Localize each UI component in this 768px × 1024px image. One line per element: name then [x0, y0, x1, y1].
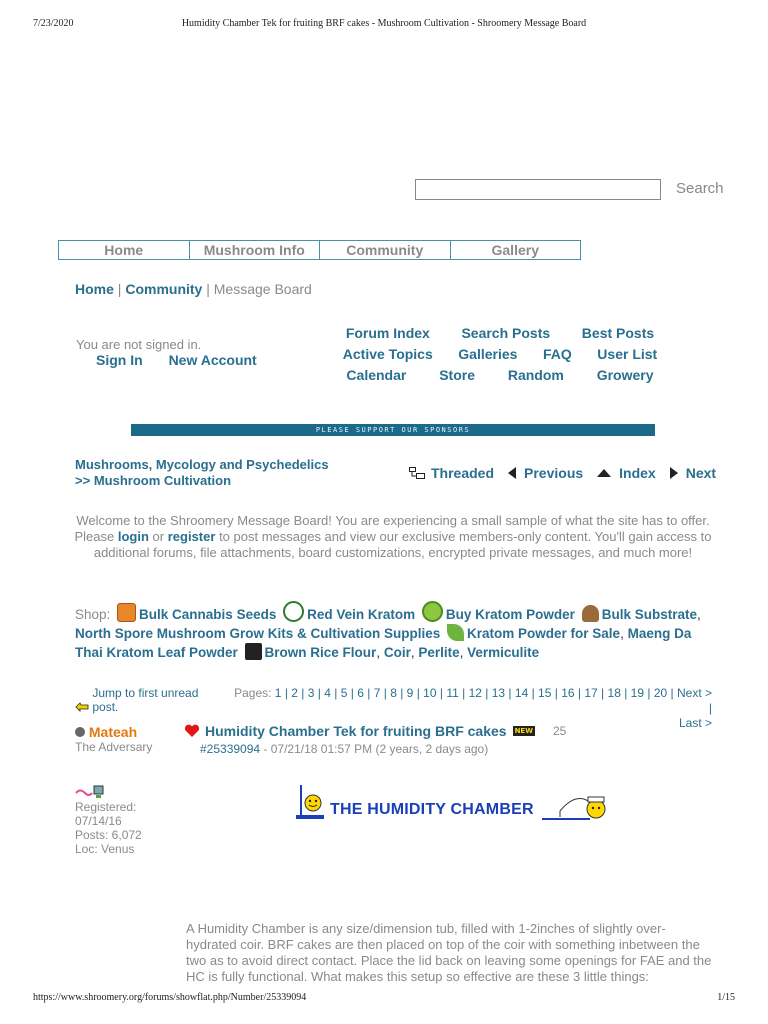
page-link[interactable]: 2	[291, 686, 298, 700]
new-badge: NEW	[514, 727, 533, 735]
print-header	[0, 18, 768, 32]
author-name[interactable]: Mateah	[88, 724, 138, 740]
page-link[interactable]: 15	[538, 686, 552, 700]
kratom-powder-icon	[422, 601, 443, 622]
login-link[interactable]: login	[117, 529, 149, 544]
link-best-posts[interactable]: Best Posts	[581, 325, 655, 341]
smiley-sailing-icon	[296, 783, 324, 821]
author-info	[75, 800, 142, 856]
leaf-icon	[447, 624, 464, 641]
seeds-icon	[117, 603, 136, 622]
quick-links-row	[330, 323, 670, 344]
shop-link[interactable]: Maeng Da Thai Kratom Leaf Powder	[75, 626, 692, 660]
previous-label: Previous	[524, 465, 584, 481]
post-date: - 07/21/18 01:57 PM (2 years, 2 days ago)	[263, 742, 489, 756]
post-body: A Humidity Chamber is any size/dimension tub, filled with 1-2inches of slightly over-hydrated coir. BRF cakes are then placed on top of the coir with something inbetween the two as to avoid direct contact. Place the lid back on leaving some openings for FAE and the HC is fully functional. What makes this setup so effective are these 3 little things:	[186, 921, 712, 984]
author-location: Loc: Venus	[75, 842, 135, 856]
thread-navigation	[409, 465, 730, 481]
welcome-message	[68, 513, 718, 561]
post-id-link[interactable]: #25339094	[200, 742, 261, 756]
page-link[interactable]: 10	[423, 686, 437, 700]
post-count: Posts: 6,072	[75, 828, 142, 842]
threaded-label: Threaded	[431, 465, 495, 481]
print-footer	[0, 992, 768, 1006]
last-page-link[interactable]: Last >	[678, 716, 712, 730]
welcome-text-2: to post messages and view our exclusive members-only content. You'll gain access to additional forums, file attachments, board customizations, encrypted private messages, and much more!	[93, 529, 712, 560]
breadcrumb	[75, 281, 312, 297]
breadcrumb-home[interactable]: Home	[75, 281, 114, 297]
link-calendar[interactable]: Calendar	[346, 367, 407, 383]
print-page-number: 1/15	[717, 992, 735, 1003]
account-links	[96, 352, 279, 368]
page-link[interactable]: 11	[446, 686, 459, 700]
quick-links-row	[330, 365, 670, 386]
page-link[interactable]: 16	[561, 686, 575, 700]
shop-label: Shop:	[75, 607, 111, 622]
threaded-button[interactable]	[409, 465, 494, 481]
search-button[interactable]: Search	[676, 180, 724, 197]
smiley-fishing-icon	[540, 791, 608, 821]
offline-status-icon	[75, 727, 85, 737]
page-link[interactable]: 17	[584, 686, 598, 700]
quick-links-row	[330, 344, 670, 365]
humidity-chamber-banner	[296, 783, 608, 821]
page-link[interactable]: 6	[357, 686, 364, 700]
banner-text: THE HUMIDITY CHAMBER	[330, 801, 534, 818]
post-title[interactable]: Humidity Chamber Tek for fruiting BRF cakes	[205, 723, 507, 739]
link-growery[interactable]: Growery	[596, 367, 654, 383]
heart-icon	[184, 724, 200, 738]
nav-tab-gallery[interactable]: Gallery	[450, 240, 582, 260]
nav-tab-mushroom-info[interactable]: Mushroom Info	[189, 240, 321, 260]
page-link[interactable]: 1	[274, 686, 282, 700]
next-arrow-icon	[670, 467, 678, 479]
shop-link[interactable]: Kratom Powder for Sale	[467, 626, 621, 641]
page-link[interactable]: 4	[324, 686, 331, 700]
threaded-icon	[409, 467, 425, 479]
index-button[interactable]	[597, 465, 656, 481]
page-link[interactable]: 8	[390, 686, 397, 700]
reply-count: 25	[552, 724, 567, 738]
pages-label: Pages:	[234, 686, 272, 700]
main-nav	[58, 240, 580, 262]
page-link[interactable]: 12	[468, 686, 482, 700]
page-link[interactable]: 20	[653, 686, 668, 700]
link-forum-index[interactable]: Forum Index	[345, 325, 430, 341]
next-page-link[interactable]: Next >	[676, 686, 712, 700]
new-account-link[interactable]: New Account	[168, 352, 257, 368]
next-label: Next	[685, 465, 717, 481]
forum-path	[75, 457, 329, 489]
shop-link[interactable]: Buy Kratom Powder	[445, 607, 575, 622]
breadcrumb-community[interactable]: Community	[125, 281, 203, 297]
shop-link[interactable]: Perlite	[418, 645, 460, 660]
forum-parent-link[interactable]: Mushrooms, Mycology and Psychedelics	[75, 457, 329, 472]
previous-arrow-icon	[508, 467, 516, 479]
print-date: 7/23/2020	[33, 18, 74, 29]
page-link[interactable]: 13	[491, 686, 506, 700]
link-active-topics[interactable]: Active Topics	[342, 346, 433, 362]
kratom-leaf-icon	[283, 601, 304, 622]
previous-button[interactable]	[508, 465, 583, 481]
user-badges-icon	[75, 785, 105, 799]
breadcrumb-current: Message Board	[213, 281, 312, 297]
register-link[interactable]: register	[167, 529, 216, 544]
sponsor-banner[interactable]: PLEASE SUPPORT OUR SPONSORS	[131, 424, 655, 436]
page-link[interactable]: 18	[607, 686, 621, 700]
print-title: Humidity Chamber Tek for fruiting BRF cakes - Mushroom Cultivation - Shroomery Message Board	[181, 18, 587, 29]
page-link[interactable]: 19	[630, 686, 645, 700]
sign-in-link[interactable]: Sign In	[96, 352, 143, 368]
author-title: The Adversary	[75, 740, 153, 754]
page-link[interactable]: 7	[373, 686, 381, 700]
shop-link[interactable]: Red Vein Kratom	[307, 607, 416, 622]
forum-path-prefix: >>	[75, 473, 91, 488]
page-link[interactable]: 3	[307, 686, 315, 700]
welcome-or: or	[152, 529, 165, 544]
page-link[interactable]: 14	[514, 686, 529, 700]
shop-link[interactable]: Bulk Cannabis Seeds	[139, 607, 277, 622]
post-meta	[200, 742, 488, 756]
nav-tab-home[interactable]: Home	[58, 240, 190, 260]
breadcrumb-separator: |	[117, 281, 122, 297]
index-arrow-icon	[597, 469, 611, 477]
forum-child-link[interactable]: Mushroom Cultivation	[93, 473, 232, 488]
link-faq[interactable]: FAQ	[542, 346, 572, 362]
jump-label: Jump to first unread post.	[92, 686, 199, 714]
welcome-text: Welcome to the Shroomery Message Board! You are experiencing a small sample of what the site has to offer. Please	[74, 513, 710, 544]
mushroom-icon	[582, 605, 599, 622]
breadcrumb-separator: |	[206, 281, 210, 297]
amazon-icon	[245, 643, 262, 660]
jump-to-unread[interactable]	[75, 686, 222, 714]
post-title-row	[184, 723, 566, 739]
shop-link[interactable]: Brown Rice Flour	[264, 645, 377, 660]
link-search-posts[interactable]: Search Posts	[461, 325, 551, 341]
link-random[interactable]: Random	[507, 367, 564, 383]
page-link[interactable]: 9	[406, 686, 414, 700]
print-url: https://www.shroomery.org/forums/showflat.php/Number/25339094	[33, 992, 307, 1003]
registered-date: 07/14/16	[75, 814, 122, 828]
shop-link[interactable]: Vermiculite	[467, 645, 540, 660]
next-button[interactable]	[670, 465, 716, 481]
registered-label: Registered:	[75, 800, 137, 814]
nav-tab-community[interactable]: Community	[319, 240, 451, 260]
pointing-hand-icon	[75, 702, 89, 712]
quick-links	[330, 323, 670, 386]
link-galleries[interactable]: Galleries	[458, 346, 518, 362]
shop-link[interactable]: North Spore Mushroom Grow Kits & Cultivation Supplies	[75, 626, 441, 641]
search-input[interactable]	[415, 179, 661, 200]
shop-link[interactable]: Coir	[383, 645, 411, 660]
pagination: Pages: 1 | 2 | 3 | 4 | 5 | 6 | 7 | 8 | 9 | 10 | 11 | 12 | 13 | 14 | 15 | 16 | 17 | 18 | 19 | 20 | Next > | Last >	[234, 686, 712, 730]
post-author	[75, 724, 137, 740]
shop-links: Shop: Bulk Cannabis Seeds Red Vein Kratom Buy Kratom Powder Bulk Substrate, North Spore Mushroom Grow Kits & Cultivation Supplies Kratom Powder for Sale, Maeng Da Thai Kratom Leaf Powder Brown Rice Flour, Coir, Perlite, Vermiculite	[75, 601, 715, 662]
link-user-list[interactable]: User List	[597, 346, 658, 362]
index-label: Index	[619, 465, 656, 481]
link-store[interactable]: Store	[439, 367, 475, 383]
shop-link[interactable]: Bulk Substrate	[601, 607, 697, 622]
page-link[interactable]: 5	[340, 686, 348, 700]
signin-status: You are not signed in.	[76, 337, 202, 352]
